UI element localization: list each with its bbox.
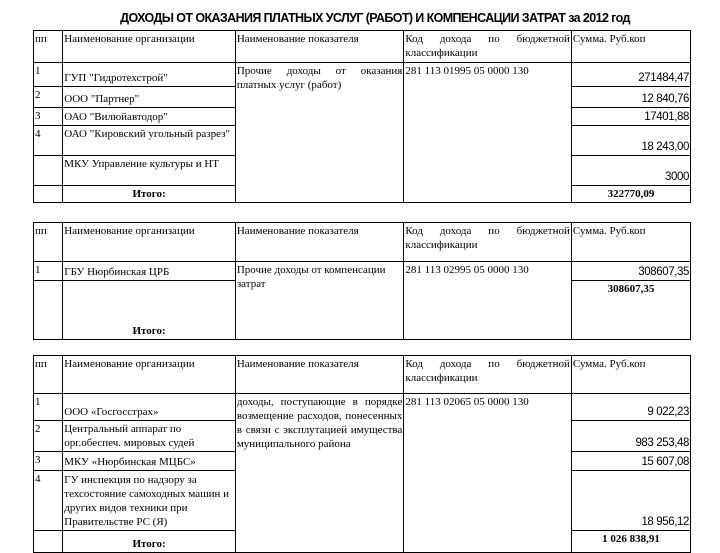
- org-name: ООО «Госгосстрах»: [63, 394, 236, 421]
- header-org: Наименование организации: [63, 31, 236, 63]
- indicator-name: доходы, поступающие в порядке возмещение расходов, понесенных в связи с эксплутацией имущества муниципального района: [235, 394, 404, 553]
- sum-value: 983 253,48: [571, 421, 690, 452]
- empty-cell: [34, 186, 63, 203]
- table-header-row: [34, 356, 691, 394]
- indicator-name: Прочие доходы от оказания платных услуг (работ): [235, 63, 404, 203]
- org-name: Центральный аппарат по орг.обеспеч. мировых судей: [63, 421, 236, 452]
- table-row: [34, 394, 691, 421]
- header-pp: пп: [34, 223, 63, 262]
- org-name: ОАО "Вилюйавтодор": [63, 108, 236, 126]
- row-number: 3: [34, 452, 63, 471]
- budget-code: 281 113 01995 05 0000 130: [404, 63, 572, 203]
- sum-value: 3000: [571, 156, 690, 186]
- table-row: [34, 262, 691, 281]
- total-label: Итого:: [63, 281, 236, 340]
- header-sum: Сумма. Руб.коп: [571, 356, 690, 394]
- total-label: Итого:: [63, 531, 236, 553]
- header-indicator: Наименование показателя: [235, 31, 404, 63]
- row-number: 1: [34, 63, 63, 87]
- org-name: ООО "Партнер": [63, 87, 236, 108]
- sum-value: 271484,47: [571, 63, 690, 87]
- page-title: ДОХОДЫ ОТ ОКАЗАНИЯ ПЛАТНЫХ УСЛУГ (РАБОТ) И КОМПЕНСАЦИИ ЗАТРАТ за 2012 год: [120, 11, 630, 25]
- header-sum: Сумма. Руб.коп: [571, 223, 690, 262]
- org-name: МКУ Управление культуры и НТ: [63, 156, 236, 186]
- total-value: 1 026 838,91: [571, 531, 690, 553]
- table-header-row: [34, 31, 691, 63]
- header-org: Наименование организации: [63, 223, 236, 262]
- org-name: ГУП "Гидротехстрой": [63, 63, 236, 87]
- row-number: 1: [34, 394, 63, 421]
- header-indicator: Наименование показателя: [235, 223, 404, 262]
- empty-cell: [34, 531, 63, 553]
- header-org: Наименование организации: [63, 356, 236, 394]
- sum-value: 9 022,23: [571, 394, 690, 421]
- org-name: ГБУ Нюрбинская ЦРБ: [63, 262, 236, 281]
- row-number: 1: [34, 262, 63, 281]
- header-pp: пп: [34, 356, 63, 394]
- indicator-name: Прочие доходы от компенсации затрат: [235, 262, 404, 340]
- header-code: Код дохода по бюджетной классификации: [404, 223, 572, 262]
- org-name: МКУ «Нюрбинская МЦБС»: [63, 452, 236, 471]
- empty-cell: [34, 281, 63, 340]
- row-number: 4: [34, 126, 63, 156]
- header-pp: пп: [34, 31, 63, 63]
- header-indicator: Наименование показателя: [235, 356, 404, 394]
- org-name: ГУ инспекция по надзору за техсостояние самоходных машин и других видов техники при Правительстве РС (Я): [63, 471, 236, 531]
- total-label: Итого:: [63, 186, 236, 203]
- row-number: 2: [34, 421, 63, 452]
- income-table-expense-reimbursement: [33, 355, 691, 553]
- income-table-paid-services: [33, 30, 691, 203]
- row-number: 2: [34, 87, 63, 108]
- budget-code: 281 113 02995 05 0000 130: [404, 262, 572, 340]
- sum-value: 18 956,12: [571, 471, 690, 531]
- org-name: ОАО "Кировский угольный разрез": [63, 126, 236, 156]
- row-number: [34, 156, 63, 186]
- budget-code: 281 113 02065 05 0000 130: [404, 394, 572, 553]
- total-value: 322770,09: [571, 186, 690, 203]
- income-table-cost-compensation: [33, 222, 691, 340]
- table-header-row: [34, 223, 691, 262]
- sum-value: 18 243,00: [571, 126, 690, 156]
- row-number: 3: [34, 108, 63, 126]
- total-value: 308607,35: [571, 281, 690, 340]
- header-sum: Сумма. Руб.коп: [571, 31, 690, 63]
- sum-value: 308607,35: [571, 262, 690, 281]
- table-row: [34, 63, 691, 87]
- header-code: Код дохода по бюджетной классификации: [404, 31, 572, 63]
- sum-value: 15 607,08: [571, 452, 690, 471]
- sum-value: 12 840,76: [571, 87, 690, 108]
- sum-value: 17401,88: [571, 108, 690, 126]
- header-code: Код дохода по бюджетной классификации: [404, 356, 572, 394]
- row-number: 4: [34, 471, 63, 531]
